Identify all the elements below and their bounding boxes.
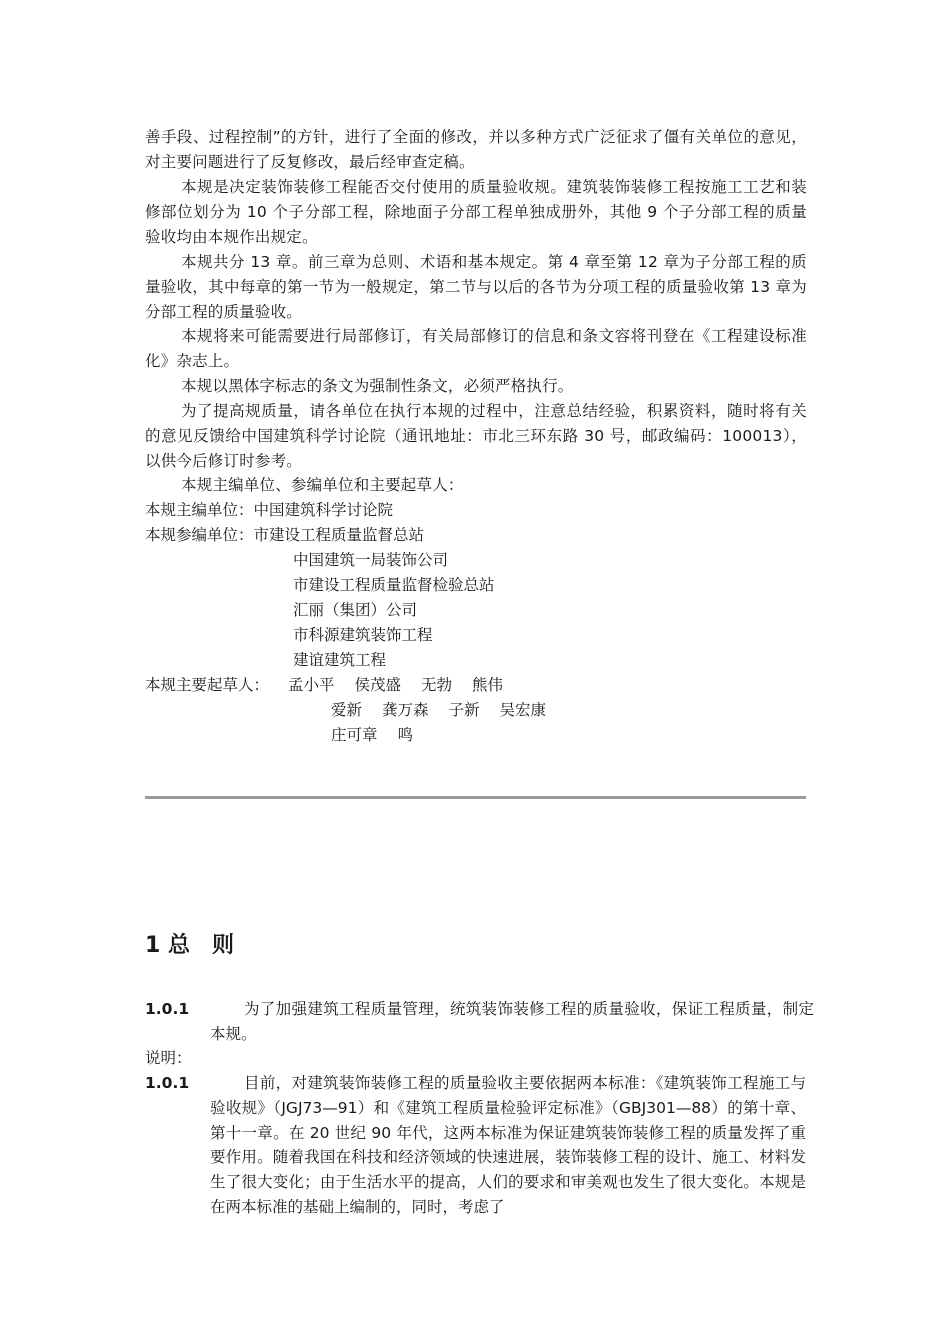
drafter-name: 侯茂盛	[354, 676, 402, 694]
preface-paragraph-7: 本规主编单位、参编单位和主要起草人：	[181, 476, 464, 494]
explanation-clause-number: 1.0.1	[145, 1074, 190, 1092]
drafter-name: 子新	[448, 701, 480, 719]
drafters-label: 本规主要起草人：	[145, 676, 270, 694]
preface-paragraph-3: 本规共分 13 章。前三章为总则、术语和基本规定。第 4 章至第 12 章为子分部工程的质量验收，其中每章的第一节为一般规定，第二节与以后的各节为分项工程的质量验收第 13 章为分部工程的质量验收。	[145, 253, 807, 321]
drafter-name: 无勃	[421, 676, 453, 694]
preface-paragraph-5: 本规以黑体字标志的条文为强制性条文，必须严格执行。	[181, 377, 574, 395]
chapter-number: 1	[145, 933, 161, 958]
preface-paragraph-1: 善手段、过程控制”的方针，进行了全面的修改，并以多种方式广泛征求了僵有关单位的意见，对主要问题进行了反复修改，最后经审查定稿。	[145, 128, 807, 171]
drafter-name: 鸣	[397, 726, 414, 744]
explanation-label: 说明：	[145, 1049, 192, 1067]
co-unit-name: 建谊建筑工程	[293, 651, 387, 669]
drafters-row-3	[331, 723, 433, 748]
drafter-name: 孟小平	[288, 676, 335, 694]
chief-unit-line	[145, 498, 393, 523]
clause-number: 1.0.1	[145, 1000, 190, 1018]
drafter-name: 龚万森	[382, 701, 429, 719]
preface-paragraph-4: 本规将来可能需要进行局部修订，有关局部修订的信息和条文容将刊登在《工程建设标准化》杂志上。	[145, 327, 807, 370]
drafter-name: 爱新	[331, 701, 363, 719]
co-unit-name: 市科源建筑装饰工程	[293, 626, 433, 644]
drafters-row-2	[331, 698, 566, 723]
co-unit-line	[145, 523, 424, 548]
drafter-name: 吴宏康	[499, 701, 547, 719]
chief-unit-name: 中国建筑科学讨论院	[253, 501, 394, 519]
drafter-name: 庄可章	[331, 726, 378, 744]
preface-paragraph-6: 为了提高规质量，请各单位在执行本规的过程中，注意总结经验，积累资料，随时将有关的意见反馈给中国建筑科学讨论院（通讯地址：市北三环东路 30 号，邮政编码：100013），以供今后修订时参考。	[145, 402, 807, 470]
section-divider	[145, 796, 806, 799]
drafter-name: 熊伟	[472, 676, 504, 694]
chapter-title-2: 则	[212, 933, 235, 958]
chief-unit-label: 本规主编单位：	[145, 501, 254, 519]
chapter-heading	[145, 931, 234, 961]
co-unit-name: 汇丽（集团）公司	[293, 601, 418, 619]
co-unit-name: 市建设工程质量监督检验总站	[293, 576, 495, 594]
explanation-text: 目前，对建筑装饰装修工程的质量验收主要依据两本标准：《建筑装饰工程施工与验收规》（JGJ73—91）和《建筑工程质量检验评定标准》（GBJ301—88）的第十章、第十一章。在 20 世纪 90 年代，这两本标准为保证建筑装饰装修工程的质量发挥了重要作用。随着我国在科技和经济领域的快速进展，装饰装修工程的设计、施工、材料发生了很大变化；由于生活水平的提高，人们的要求和审美观也发生了很大变化。本规是在两本标准的基础上编制的，同时，考虑了	[210, 1074, 806, 1216]
co-unit-label: 本规参编单位：	[145, 526, 254, 544]
clause-text: 为了加强建筑工程质量管理，统筑装饰装修工程的质量验收，保证工程质量，制定本规。	[210, 1000, 814, 1043]
preface-paragraph-2: 本规是决定装饰装修工程能否交付使用的质量验收规。建筑装饰装修工程按施工工艺和装修部位划分为 10 个子分部工程，除地面子分部工程单独成册外，其他 9 个子分部工程的质量验收均由本规作出规定。	[145, 178, 807, 246]
co-unit-name: 市建设工程质量监督总站	[253, 526, 425, 544]
co-unit-name: 中国建筑一局装饰公司	[293, 551, 449, 569]
drafters-row-1	[288, 673, 523, 698]
chapter-title: 总	[167, 933, 190, 958]
